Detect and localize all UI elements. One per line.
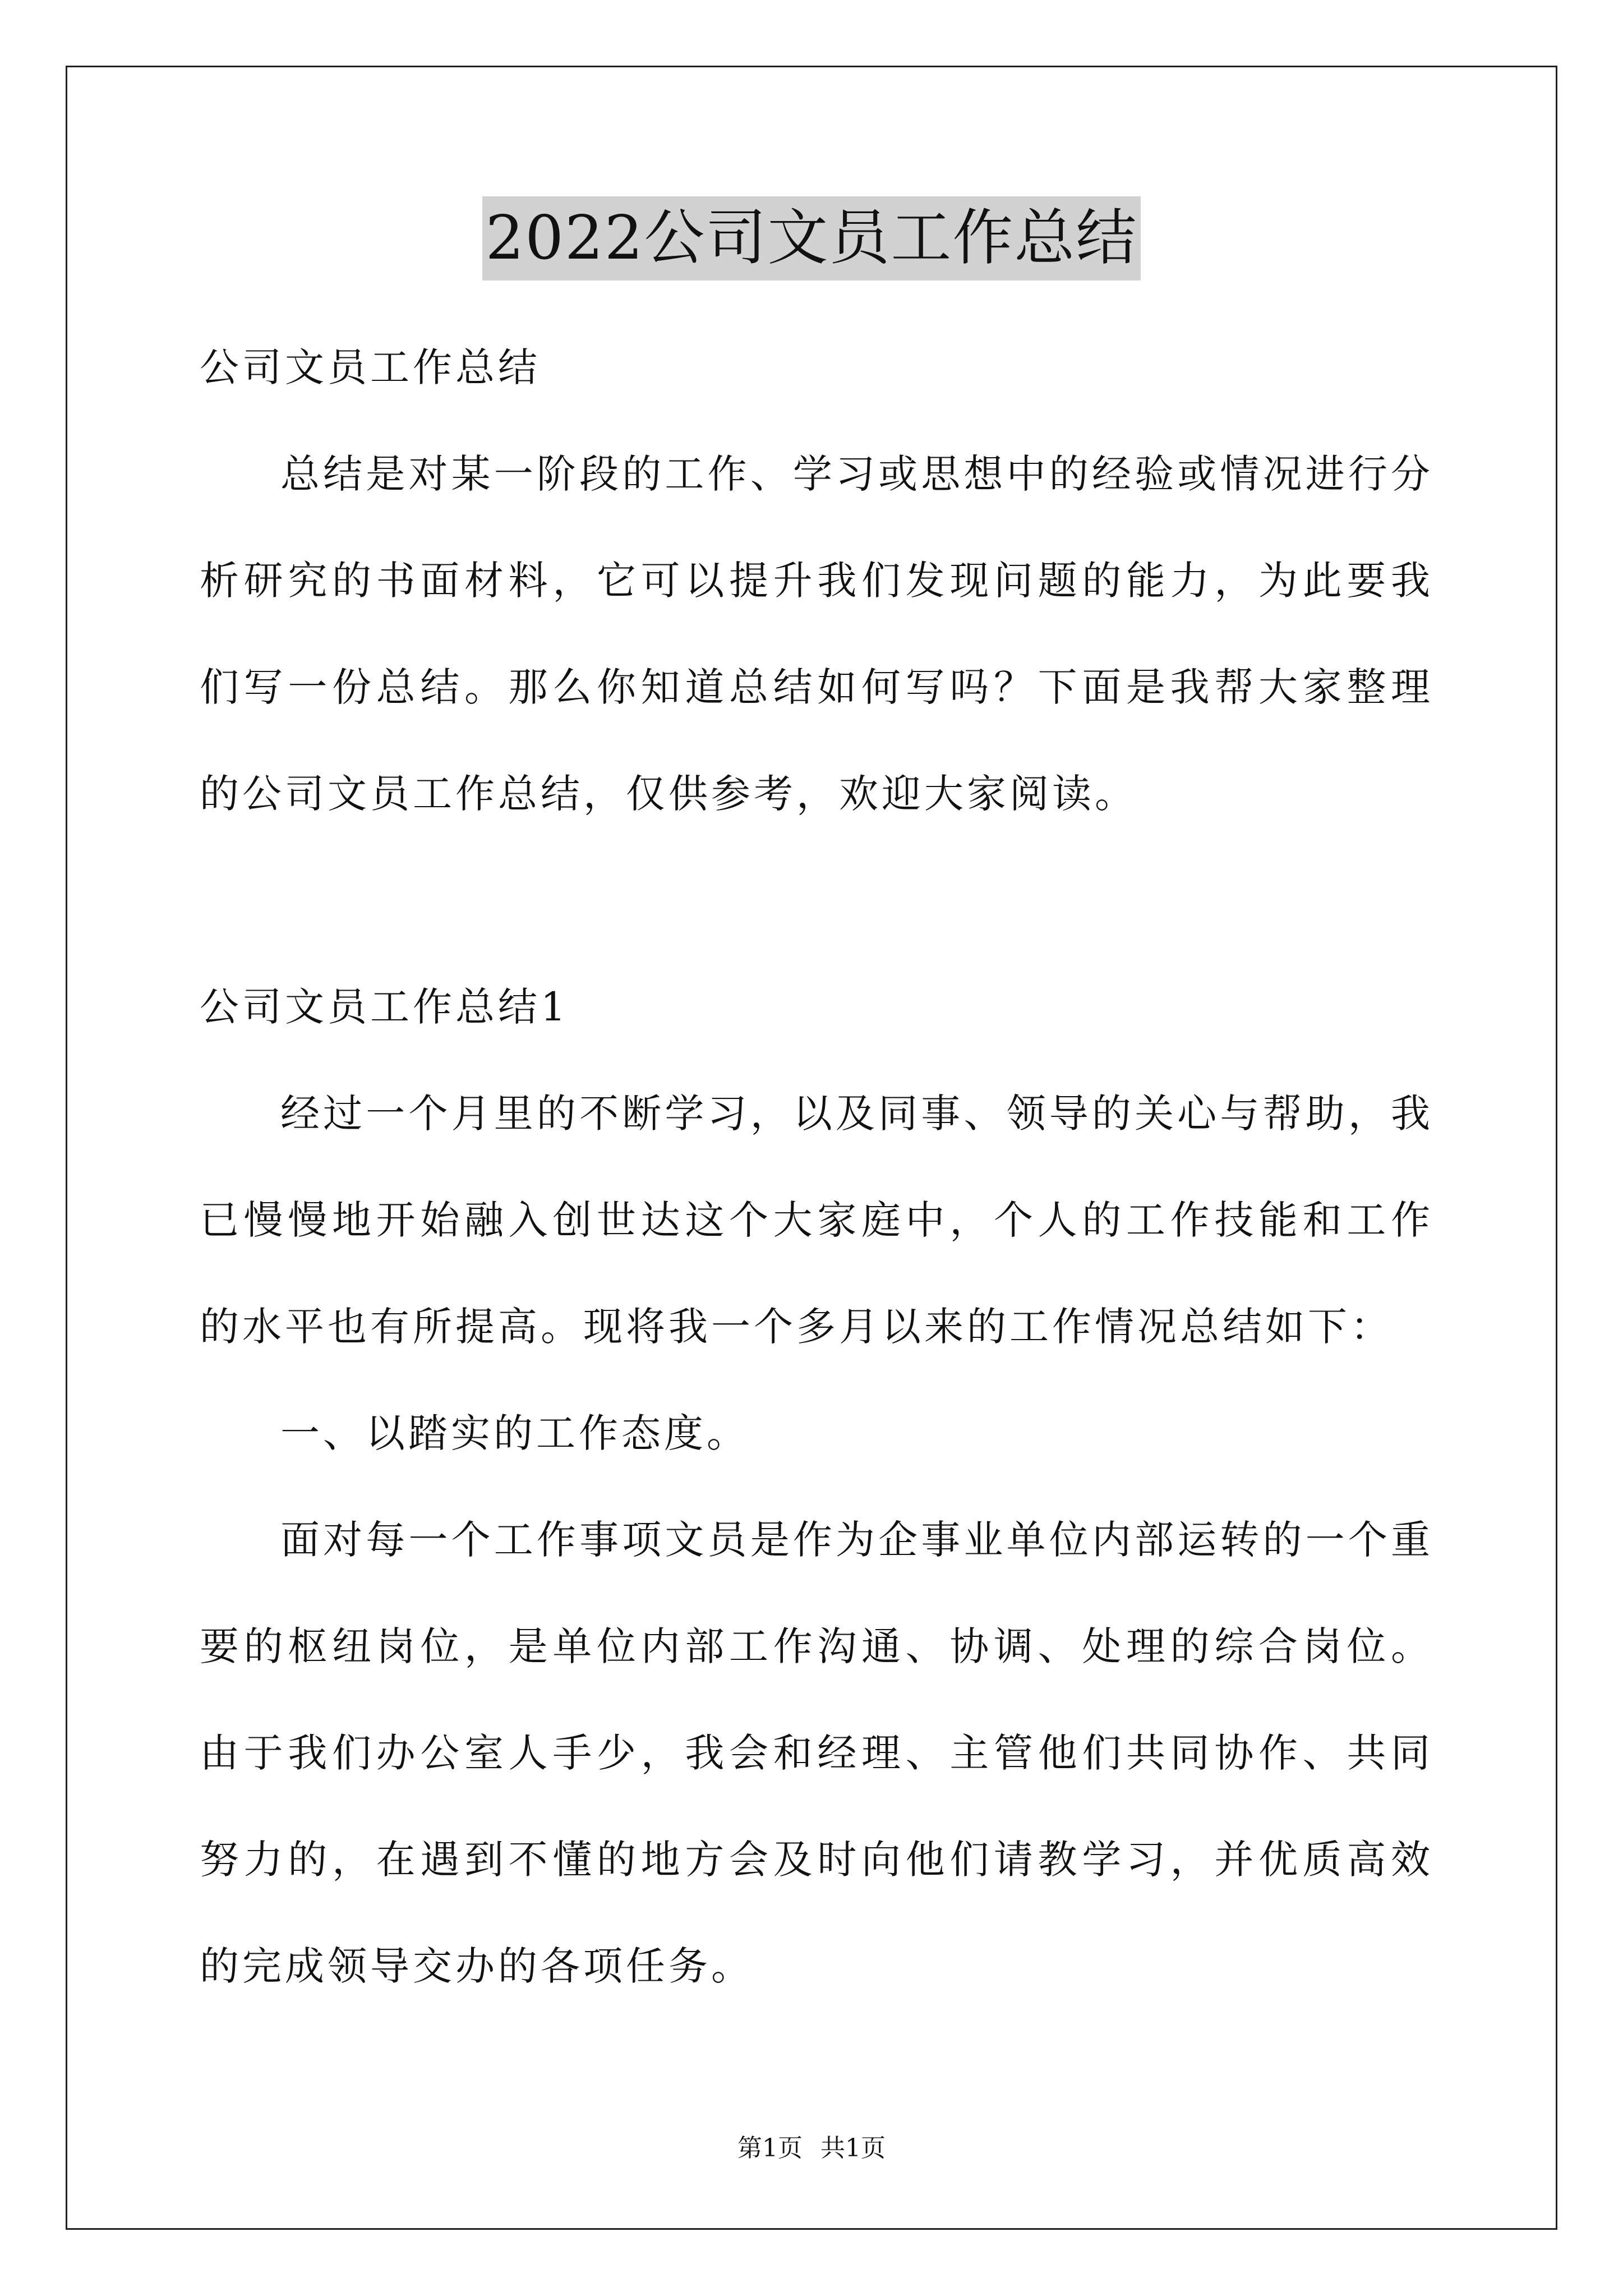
document-subtitle: 公司文员工作总结 [200, 344, 541, 390]
body-paragraph: 经过一个月里的不断学习，以及同事、领导的关心与帮助，我已慢慢地开始融入创世达这个大家庭中，个人的工作技能和工作的水平也有所提高。现将我一个多月以来的工作情况总结如下： [200, 1091, 1433, 1350]
intro-paragraph: 总结是对某一阶段的工作、学习或思想中的经验或情况进行分析研究的书面材料，它可以提升我们发现问题的能力，为此要我们写一份总结。那么你知道总结如何写吗？下面是我帮大家整理的公司文员工作总结，仅供参考，欢迎大家阅读。 [200, 451, 1433, 817]
point-heading: 一、以踏实的工作态度。 [280, 1410, 749, 1456]
title-container [0, 196, 1623, 280]
document-body [200, 314, 1433, 2019]
body-paragraph: 面对每一个工作事项文员是作为企事业单位内部运转的一个重要的枢纽岗位，是单位内部工作沟通、协调、处理的综合岗位。由于我们办公室人手少，我会和经理、主管他们共同协作、共同努力的，在遇到不懂的地方会及时向他们请教学习，并优质高效的完成领导交办的各项任务。 [200, 1517, 1433, 1989]
document-title: 2022公司文员工作总结 [482, 196, 1141, 280]
section-heading: 公司文员工作总结1 [200, 984, 569, 1030]
section-gap [200, 847, 1433, 954]
page-footer: 第1页 共1页 [737, 2134, 886, 2162]
